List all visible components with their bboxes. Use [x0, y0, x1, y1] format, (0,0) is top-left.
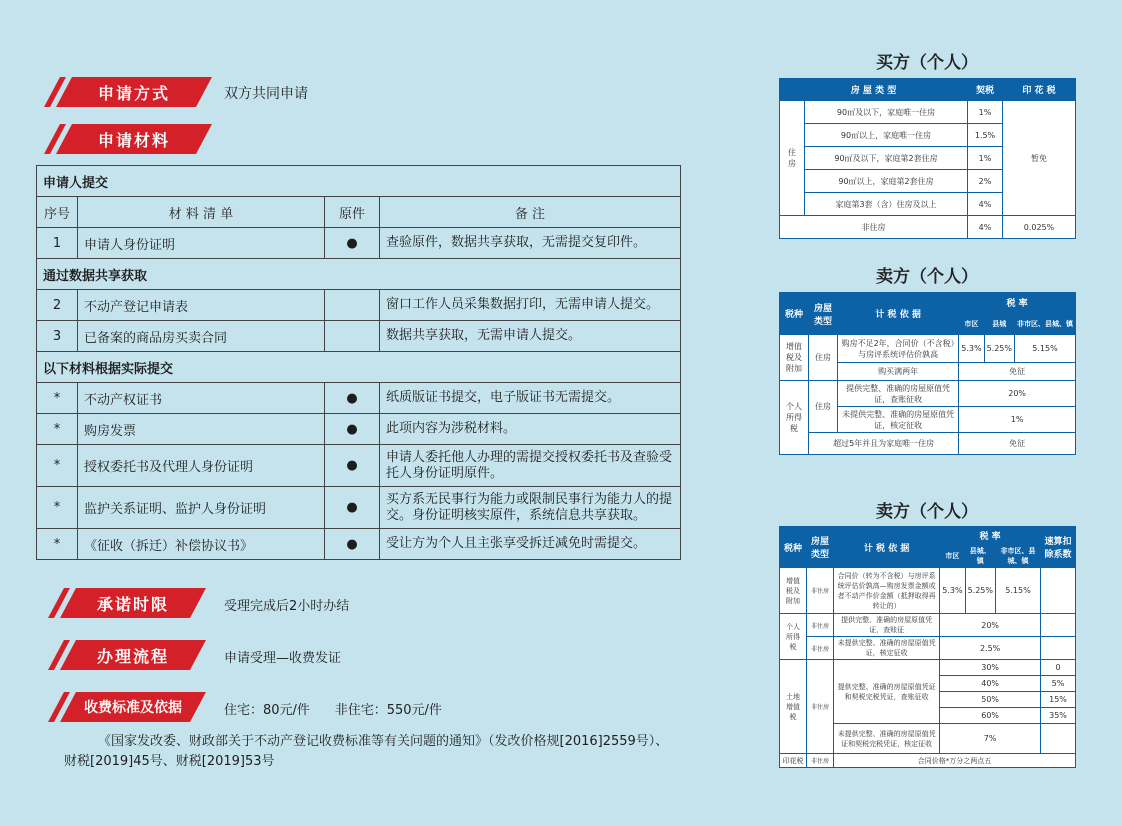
table-row [780, 614, 1076, 637]
row-no: * [37, 445, 78, 487]
row-name: 不动产权证书 [78, 383, 325, 414]
s1-h-county: 县城 [984, 313, 1014, 335]
section-row [37, 352, 681, 383]
table-row [780, 101, 1076, 124]
row-note: 查验原件，数据共享获取，无需提交复印件。 [380, 228, 681, 259]
row-name: 申请人身份证明 [78, 228, 325, 259]
s1-h-type: 房屋 类型 [809, 293, 838, 335]
s2-h-basis: 计 税 依 据 [834, 527, 940, 568]
materials-table [36, 165, 681, 560]
s2-iit-b2: 未提供完整、准确的房屋原值凭证，核定征收 [834, 637, 940, 660]
s2-lvt-d2 [1041, 724, 1076, 754]
s2-lvt-deduct: 35% [1041, 708, 1076, 724]
s1-vat: 增值 税及 附加 [780, 335, 809, 381]
buyer-header-stamp: 印 花 税 [1003, 79, 1076, 101]
badge-apply-method-label: 申请方式 [97, 83, 170, 103]
s1-h-city: 市区 [959, 313, 984, 335]
row-orig [325, 290, 380, 321]
row-orig: ● [325, 487, 380, 529]
s2-stamp-type: 非住房 [807, 754, 834, 768]
s2-lvt-rate: 50% [940, 692, 1041, 708]
row-no: * [37, 529, 78, 560]
row-deed: 1% [968, 101, 1003, 124]
row-type: 90㎡以上，家庭第2套住房 [805, 170, 968, 193]
row-orig: ● [325, 383, 380, 414]
badge-process [68, 640, 198, 670]
badge-materials-label: 申请材料 [97, 130, 170, 150]
s2-h-city: 市区 [940, 545, 965, 568]
s1-vat-r3: 5.15% [1015, 335, 1076, 363]
s1-h-tax: 税种 [780, 293, 809, 335]
nonres-stamp: 0.025% [1003, 216, 1076, 239]
s1-vat-r2: 5.25% [984, 335, 1014, 363]
col-note-header: 备 注 [380, 197, 681, 228]
nonres-deed: 4% [968, 216, 1003, 239]
row-no: * [37, 383, 78, 414]
s2-iit-type: 非住房 [807, 614, 834, 637]
s2-lvt-type: 非住房 [807, 660, 834, 754]
row-orig [325, 321, 380, 352]
s2-stamp-basis: 合同价格*万分之两点五 [834, 754, 1076, 768]
badge-promise-time [68, 588, 198, 618]
row-deed: 1.5% [968, 124, 1003, 147]
badge-materials [64, 124, 204, 154]
s2-lvt-deduct: 15% [1041, 692, 1076, 708]
row-orig: ● [325, 414, 380, 445]
row-orig: ● [325, 228, 380, 259]
header-row [37, 197, 681, 228]
s1-vat-basis: 购房不足2年，合同价（不含税）与房评系统评估价孰高 [838, 335, 959, 363]
header-row [780, 527, 1076, 545]
fee-value: 住宅：80元/件 非住宅：550元/件 [224, 703, 442, 718]
row-note: 受让方为个人且主张享受拆迁减免时需提交。 [380, 529, 681, 560]
table-row [37, 383, 681, 414]
col-name-header: 材 料 清 单 [78, 197, 325, 228]
s1-h-basis: 计 税 依 据 [838, 293, 959, 335]
s2-h-other: 非市区、县城、镇 [996, 545, 1041, 568]
seller1-table [779, 292, 1076, 455]
buyer-title: 买方（个人） [876, 53, 978, 73]
row-deed: 1% [968, 147, 1003, 170]
section-row [37, 166, 681, 197]
table-row [780, 660, 1076, 676]
seller2-table [779, 526, 1076, 768]
s2-lvt-rate: 40% [940, 676, 1041, 692]
table-row [780, 335, 1076, 363]
row-name: 监护关系证明、监护人身份证明 [78, 487, 325, 529]
row-no: 2 [37, 290, 78, 321]
stamp-exempt: 暂免 [1003, 101, 1076, 216]
section-shared: 通过数据共享获取 [37, 259, 681, 290]
s2-iit-b1: 提供完整、准确的房屋原值凭证，查账征 [834, 614, 940, 637]
seller2-title: 卖方（个人） [876, 502, 978, 522]
s2-h-county: 县城、镇 [965, 545, 995, 568]
row-name: 授权委托书及代理人身份证明 [78, 445, 325, 487]
row-name: 《征收（拆迁）补偿协议书》 [78, 529, 325, 560]
s2-h-type: 房屋 类型 [807, 527, 834, 568]
row-deed: 2% [968, 170, 1003, 193]
s2-iit-type2: 非住房 [807, 637, 834, 660]
s1-iit: 个人 所得 税 [780, 381, 809, 455]
table-row [37, 290, 681, 321]
badge-fee [68, 692, 198, 722]
s2-vat-deduct [1041, 568, 1076, 614]
s1-iit-b3: 超过5年并且为家庭唯一住房 [809, 433, 959, 455]
header-row [780, 79, 1076, 101]
row-name: 购房发票 [78, 414, 325, 445]
s1-vat-r1: 5.3% [959, 335, 984, 363]
row-note: 数据共享获取，无需申请人提交。 [380, 321, 681, 352]
table-row [780, 381, 1076, 407]
s2-h-tax: 税种 [780, 527, 807, 568]
s2-stamp: 印花税 [780, 754, 807, 768]
table-row [37, 487, 681, 529]
s2-lvt-deduct: 0 [1041, 660, 1076, 676]
row-orig: ● [325, 445, 380, 487]
promise-time-value: 受理完成后2小时办结 [224, 599, 350, 614]
seller1-title: 卖方（个人） [876, 267, 978, 287]
apply-method-value: 双方共同申请 [224, 86, 308, 102]
row-type: 90㎡及以下，家庭第2套住房 [805, 147, 968, 170]
col-orig-header: 原件 [325, 197, 380, 228]
table-row [780, 433, 1076, 455]
s2-iit: 个人 所得 税 [780, 614, 807, 660]
buyer-header-deed: 契税 [968, 79, 1003, 101]
row-name: 已备案的商品房买卖合同 [78, 321, 325, 352]
s2-iit-d1 [1041, 614, 1076, 637]
row-note: 申请人委托他人办理的需提交授权委托书及查验受托人身份证明原件。 [380, 445, 681, 487]
table-row [37, 445, 681, 487]
s2-h-rate: 税 率 [940, 527, 1041, 545]
section-applicant: 申请人提交 [37, 166, 681, 197]
s1-iit-b1: 提供完整、准确的房屋原值凭证，查账征收 [838, 381, 959, 407]
col-no-header: 序号 [37, 197, 78, 228]
row-no: 3 [37, 321, 78, 352]
s2-vat-r3: 5.15% [996, 568, 1041, 614]
table-row [37, 228, 681, 259]
table-row [37, 414, 681, 445]
s1-iit-r1: 20% [959, 381, 1076, 407]
table-row [780, 216, 1076, 239]
badge-process-label: 办理流程 [96, 646, 169, 666]
row-name: 不动产登记申请表 [78, 290, 325, 321]
s1-iit-res: 住房 [809, 381, 838, 433]
table-row [37, 321, 681, 352]
s1-h-other: 非市区、县城、镇 [1015, 313, 1076, 335]
s1-iit-r2: 1% [959, 407, 1076, 433]
row-note: 买方系无民事行为能力或限制民事行为能力人的提交。身份证明核实原件，系统信息共享获取。 [380, 487, 681, 529]
row-type: 90㎡及以下，家庭唯一住房 [805, 101, 968, 124]
buyer-table [779, 78, 1076, 239]
row-note: 此项内容为涉税材料。 [380, 414, 681, 445]
table-row [780, 568, 1076, 614]
row-type: 家庭第3套（含）住房及以上 [805, 193, 968, 216]
s1-vat-res: 住房 [809, 335, 838, 381]
s2-lvt-rate: 30% [940, 660, 1041, 676]
s2-h-deduct: 速算扣 除系数 [1041, 527, 1076, 568]
s2-lvt: 土地 增值 税 [780, 660, 807, 754]
s2-lvt-b1: 提供完整、准确的房屋原值凭证和契税完税凭证，查账征收 [834, 660, 940, 724]
row-no: * [37, 487, 78, 529]
section-row [37, 259, 681, 290]
nonres-type: 非住房 [780, 216, 968, 239]
s2-lvt-rate: 60% [940, 708, 1041, 724]
s1-vat-full: 购买满两年 [838, 363, 959, 381]
s2-iit-r1: 20% [940, 614, 1041, 637]
badge-promise-time-label: 承诺时限 [96, 594, 169, 614]
fee-basis: 《国家发改委、财政部关于不动产登记收费标准等有关问题的通知》（发改价格规[2016]2559号）、财税[2019]45号、财税[2019]53号 [64, 734, 669, 769]
table-row [780, 637, 1076, 660]
s1-iit-b2: 未提供完整、准确的房屋原值凭证，核定征收 [838, 407, 959, 433]
housing-label: 住 房 [780, 101, 805, 216]
s1-iit-r3: 免征 [959, 433, 1076, 455]
s2-lvt-r2: 7% [940, 724, 1041, 754]
table-row [780, 754, 1076, 768]
s2-vat-r2: 5.25% [965, 568, 995, 614]
s2-iit-r2: 2.5% [940, 637, 1041, 660]
s2-iit-d2 [1041, 637, 1076, 660]
table-row [37, 529, 681, 560]
row-no: 1 [37, 228, 78, 259]
s1-h-rate: 税 率 [959, 293, 1076, 313]
s2-vat-r1: 5.3% [940, 568, 965, 614]
row-deed: 4% [968, 193, 1003, 216]
row-orig: ● [325, 529, 380, 560]
row-note: 窗口工作人员采集数据打印，无需申请人提交。 [380, 290, 681, 321]
buyer-header-type: 房 屋 类 型 [780, 79, 968, 101]
s2-vat-basis: 合同价（转为不含税）与房评系统评估价孰高—购房发票金额或者不动产作价金额（抵押取得再转让的） [834, 568, 940, 614]
badge-apply-method [64, 77, 204, 107]
process-value: 申请受理—收费发证 [224, 651, 342, 666]
header-row [780, 293, 1076, 313]
section-actual: 以下材料根据实际提交 [37, 352, 681, 383]
s2-vat: 增值 税及 附加 [780, 568, 807, 614]
row-type: 90㎡以上，家庭唯一住房 [805, 124, 968, 147]
s1-vat-exempt: 免征 [959, 363, 1076, 381]
row-no: * [37, 414, 78, 445]
s2-lvt-deduct: 5% [1041, 676, 1076, 692]
row-note: 纸质版证书提交，电子版证书无需提交。 [380, 383, 681, 414]
s2-vat-type: 非住房 [807, 568, 834, 614]
badge-fee-label: 收费标准及依据 [84, 700, 182, 716]
s2-lvt-b2: 未提供完整、准确的房屋原值凭证和契税完税凭证，核定征收 [834, 724, 940, 754]
